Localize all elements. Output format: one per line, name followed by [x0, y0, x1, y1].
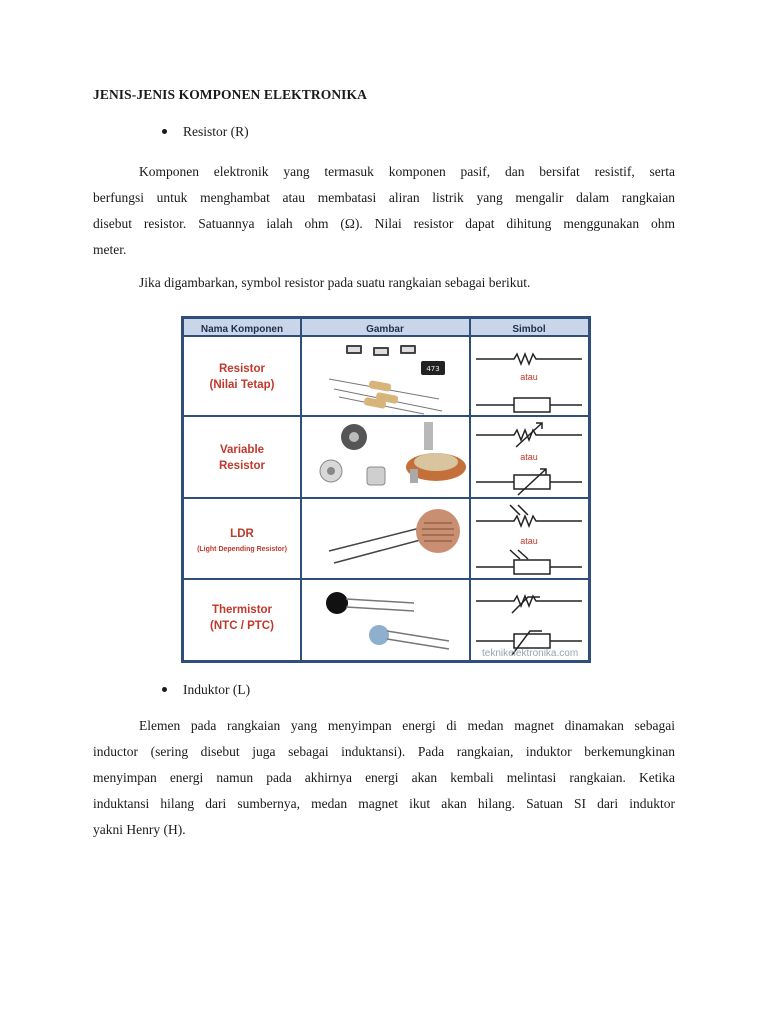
resistor-box-symbol: [514, 398, 550, 412]
ldr-image: [329, 509, 460, 563]
paragraph-line: Komponen elektronik yang termasuk komponen pasif, dan bersifat resistif, serta: [139, 164, 675, 179]
page-heading: JENIS-JENIS KOMPONEN ELEKTRONIKA: [93, 87, 367, 102]
thermistor-image: [326, 592, 449, 649]
ldr-zigzag-symbol: [476, 516, 582, 526]
variable-resistor-image: [320, 422, 466, 485]
induktor-paragraph: [93, 713, 675, 843]
bullet-dot-icon: [162, 687, 167, 692]
ldr-box-symbol: [514, 560, 550, 574]
paragraph-line: induktansi hilang dari sumbernya, medan magnet ikut akan hilang. Satuan SI dari induktor: [93, 796, 675, 811]
fixed-resistor-image: [329, 345, 445, 414]
bullet-resistor-label: Resistor (R): [183, 124, 249, 139]
symbol-column: [476, 354, 582, 655]
resistor-zigzag-symbol: [476, 354, 582, 364]
bullet-induktor: [162, 682, 250, 698]
paragraph-line: disebut resistor. Satuannya ialah ohm (Ω). Nilai resistor dapat dihitung menggunakan ohm: [93, 216, 675, 231]
paragraph-line: yakni Henry (H).: [93, 822, 186, 837]
intro-line: [93, 270, 675, 296]
paragraph-line: meter.: [93, 242, 127, 257]
watermark-text: teknikelektronika.com: [482, 648, 579, 659]
resistor-paragraph: [93, 159, 675, 263]
row-resistor-name: Resistor: [218, 363, 266, 375]
paragraph-line: Elemen pada rangkaian yang menyimpan energi di medan magnet dinamakan sebagai: [139, 718, 675, 733]
paragraph-line: berfungsi untuk menghambat atau membatasi aliran listrik yang mengalir dalam rangkaian: [93, 190, 675, 205]
row-thermistor-sub: (NTC / PTC): [210, 620, 274, 632]
header-simbol: Simbol: [512, 324, 546, 335]
bullet-resistor: [162, 124, 249, 140]
row-thermistor-name: Thermistor: [211, 604, 273, 616]
row-variable-sub: Resistor: [218, 460, 266, 472]
intro-line-text: Jika digambarkan, symbol resistor pada suatu rangkaian sebagai berikut.: [139, 275, 531, 290]
atau-label-ldr: atau: [520, 536, 538, 546]
paragraph-line: inductor (sering disebut juga sebagai induktansi). Pada rangkaian, induktor berkemungkinan: [93, 744, 675, 759]
atau-label-variable: atau: [520, 452, 538, 462]
bullet-induktor-label: Induktor (L): [183, 682, 251, 697]
smd-chip-label: 473: [426, 365, 440, 373]
row-resistor-sub: (Nilai Tetap): [209, 379, 275, 391]
bullet-dot-icon: [162, 129, 167, 134]
component-table-figure: [181, 316, 591, 663]
row-variable-name: Variable: [219, 444, 265, 456]
row-ldr-sub: (Light Depending Resistor): [197, 546, 287, 553]
header-gambar: Gambar: [366, 324, 404, 335]
atau-label-resistor: atau: [520, 372, 538, 382]
component-table-svg: [184, 319, 588, 660]
header-nama-komponen: Nama Komponen: [200, 324, 284, 335]
paragraph-line: menyimpan energi namun pada akhirnya energi akan kembali melintasi rangkaian. Ketika: [93, 770, 675, 785]
row-ldr-name: LDR: [230, 528, 254, 540]
